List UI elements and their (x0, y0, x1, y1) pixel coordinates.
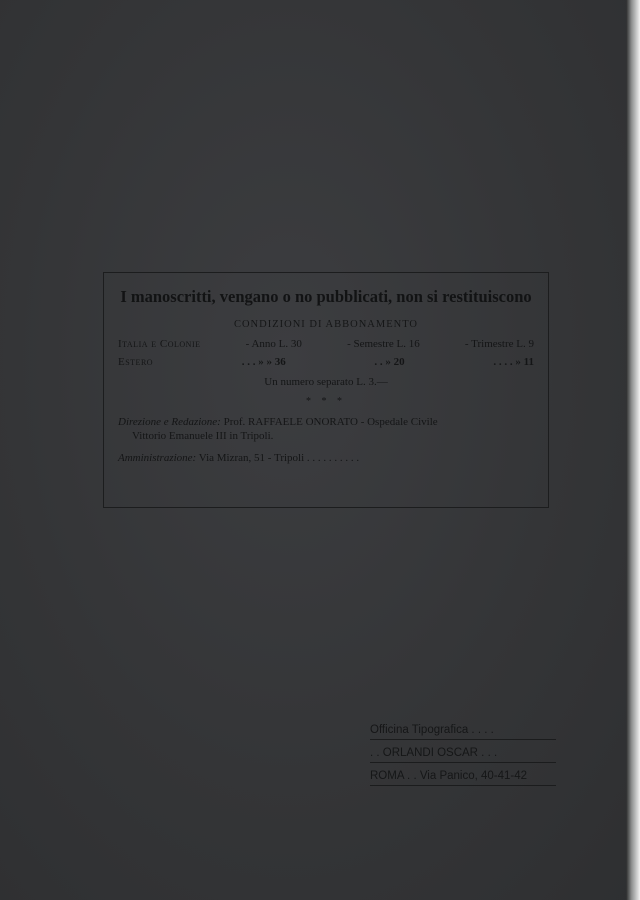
administration-text: Via Mizran, 51 - Tripoli . . . . . . . . . . (198, 452, 360, 464)
subscription-notice-box (103, 272, 549, 508)
rate-quarter: - Trimestre L. 9 (464, 338, 534, 350)
rate-region: Estero (118, 356, 154, 368)
rate-row-abroad (118, 356, 534, 368)
administration-label: Amministrazione: (118, 452, 197, 464)
rate-annual: - Anno L. 30 (245, 338, 302, 350)
direction-text: Prof. RAFFAELE ONORATO - Ospedale Civile (223, 416, 438, 428)
imprint-line-1: Officina Tipografica . . . . (370, 724, 556, 740)
rate-annual: . . . » » 36 (241, 356, 286, 368)
direction-text-cont: Vittorio Emanuele III in Tripoli. (132, 430, 274, 442)
single-issue-price: Un numero separato L. 3.— (264, 376, 388, 388)
rate-semester: - Semestre L. 16 (347, 338, 420, 350)
administration-info (118, 451, 534, 465)
imprint-line-2: . . ORLANDI OSCAR . . . (370, 747, 556, 763)
rate-quarter: . . . . » 11 (493, 356, 534, 368)
separator-stars: * * * (306, 396, 346, 407)
direction-label: Direzione e Redazione: (118, 416, 221, 428)
direction-info (118, 415, 534, 443)
rate-semester: . . » 20 (374, 356, 405, 368)
rate-region: Italia e Colonie (118, 338, 201, 350)
rate-row-italy (118, 338, 534, 350)
manuscripts-notice: I manoscritti, vengano o no pubblicati, non si restituiscono (120, 287, 532, 306)
imprint-line-3: ROMA . . Via Panico, 40-41-42 (370, 770, 556, 786)
conditions-title: CONDIZIONI DI ABBONAMENTO (233, 319, 419, 330)
page-edge (626, 0, 640, 900)
printer-imprint (370, 724, 556, 793)
